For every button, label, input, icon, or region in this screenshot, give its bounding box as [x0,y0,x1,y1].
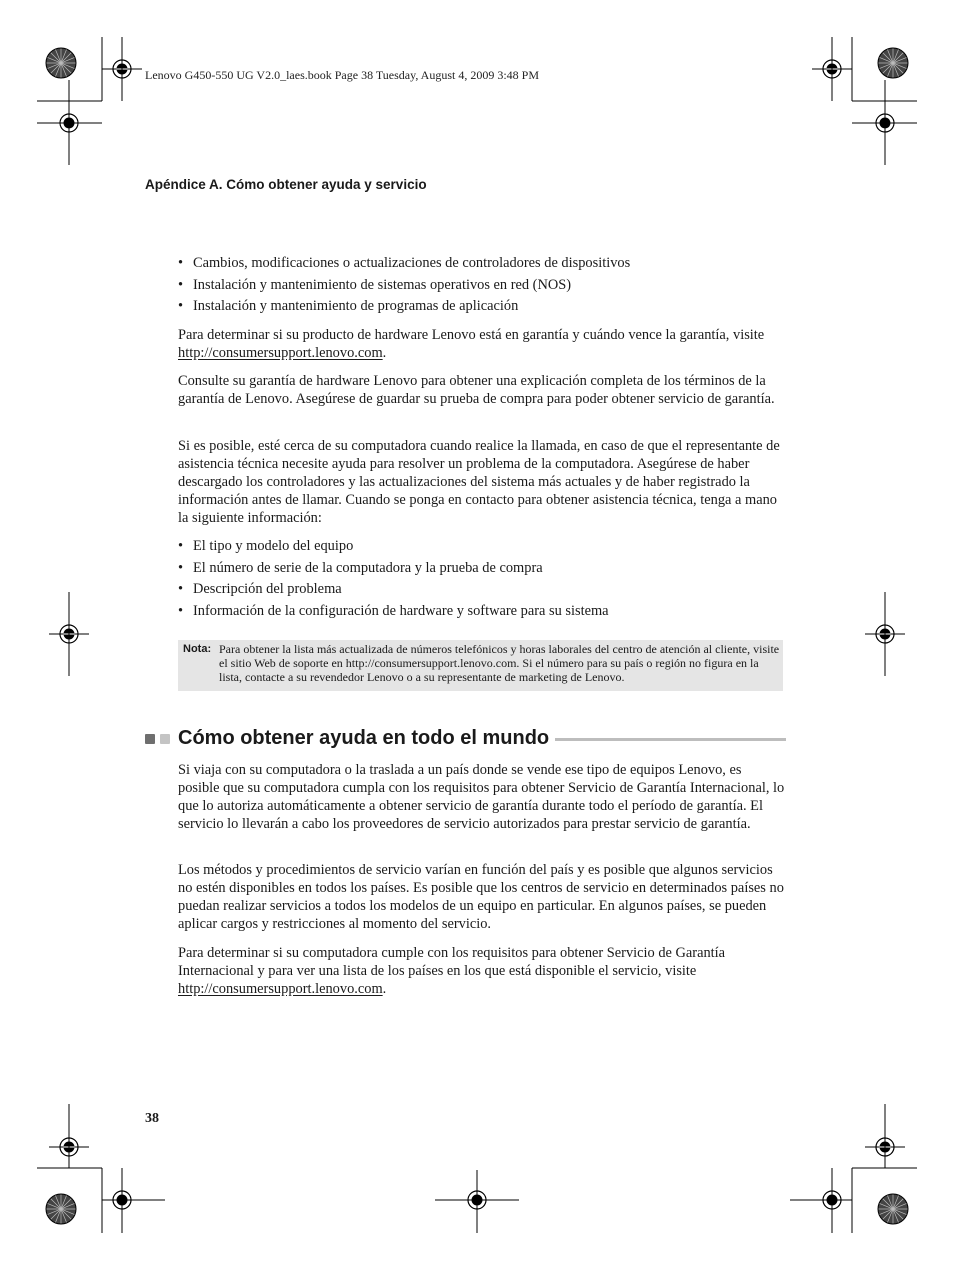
paragraph-call-preparation: Si es posible, esté cerca de su computadora cuando realice la llamada, en caso de que el representante de asistencia técnica necesite ayuda para resolver un problema de la computadora. Asegúrese de haber descargado los controladores y las actualizaciones del sistema más actuales y de haber registrado la información antes de llamar. Cuando se ponga en contacto para obtener asistencia técnica, tenga a mano la siguiente información: [178,438,780,526]
bullet-icon: • [178,559,184,576]
bullet-icon: • [178,602,184,619]
paragraph-service-methods: Los métodos y procedimientos de servicio varían en función del país y es posible que algunos servicios no estén disponibles en todos los países. Es posible que los centros de servicio en determinados países no puedan realizar servicios a todos los modelos de un equipo en particular. En algunos países, se pueden aplicar cargos y restricciones al momento del servicio. [178,862,784,932]
bullet-list-info [178,536,786,622]
list-item: • El número de serie de la computadora y la prueba de compra [178,558,786,580]
heading-square-light-icon [160,734,170,744]
print-header: Lenovo G450-550 UG V2.0_laes.book Page 38 Tuesday, August 4, 2009 3:48 PM [145,68,540,82]
list-item: • Instalación y mantenimiento de sistemas operativos en red (NOS) [178,275,786,297]
page-number: 38 [145,1111,159,1126]
note-text: Para obtener la lista más actualizada de números telefónicos y horas laborales del centro de atención al cliente, visite el sitio Web de soporte en http://consumersupport.lenovo.com. Si el número para su país o región no figura en la lista, contacte a su revendedor Lenovo o a su representante de marketing de Lenovo. [219,642,780,685]
paragraph-warranty-check: Para determinar si su producto de hardware Lenovo está en garantía y cuándo vence la garantía, visite http://consumersupport.lenovo.com. [178,327,765,361]
heading-square-dark-icon [145,734,155,744]
note-box [178,640,783,691]
bullet-icon: • [178,276,184,293]
bullet-icon: • [178,255,184,271]
note-label: Nota: [183,643,212,655]
bullet-icon: • [178,298,184,315]
list-item: • Información de la configuración de hardware y software para su sistema [178,601,786,623]
list-item: • Instalación y mantenimiento de programas de aplicación [178,296,786,318]
bullet-icon: • [178,538,184,554]
heading-rule [540,738,786,741]
list-item: • Cambios, modificaciones o actualizaciones de controladores de dispositivos [178,253,786,275]
paragraph-international-warranty: Si viaja con su computadora o la traslada a un país donde se vende ese tipo de equipos Lenovo, es posible que su computadora cumpla con los requisitos para obtener Servicio de Garantía Internacional, lo que lo autoriza automáticamente a obtener servicio de garantía durante todo el período de garantía. El servicio lo llevarán a cabo los proveedores de servicio autorizados para prestar servicio de garantía. [178,762,785,832]
paragraph-country-list: Para determinar si su computadora cumple con los requisitos para obtener Servicio de Garantía Internacional y para ver una lista de los países en los que está disponible el servicio, visite http://consumersupport.lenovo.com. [178,945,726,997]
running-head: Apéndice A. Cómo obtener ayuda y servicio [145,177,427,192]
list-item: • Descripción del problema [178,579,786,601]
section-heading: Cómo obtener ayuda en todo el mundo [178,727,555,750]
bullet-icon: • [178,581,184,598]
paragraph-warranty-terms: Consulte su garantía de hardware Lenovo para obtener una explicación completa de los términos de la garantía de Lenovo. Asegúrese de guardar su prueba de compra para poder obtener servicio de garantía. [178,373,775,407]
support-link[interactable]: http://consumersupport.lenovo.com [178,981,383,997]
list-item: • El tipo y modelo del equipo [178,536,786,558]
support-link[interactable]: http://consumersupport.lenovo.com [178,345,383,361]
bullet-list-services [178,253,786,318]
